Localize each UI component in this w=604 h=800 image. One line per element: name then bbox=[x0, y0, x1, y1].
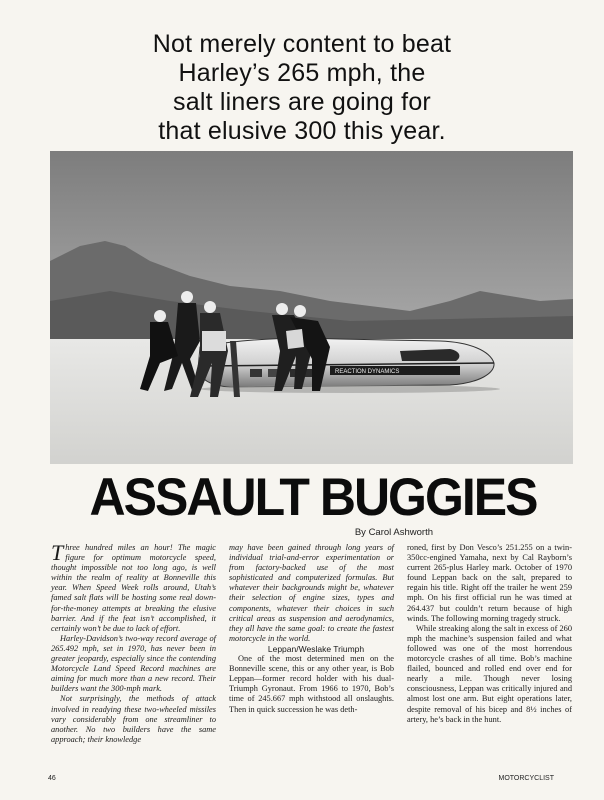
column-3 bbox=[407, 543, 572, 725]
streamliner-decal: REACTION DYNAMICS bbox=[335, 369, 400, 375]
photo-illustration bbox=[50, 151, 573, 464]
column-1 bbox=[51, 540, 216, 745]
photo-streamliner bbox=[50, 151, 573, 464]
magazine-name: MOTORCYCLIST bbox=[498, 775, 554, 782]
byline: By Carol Ashworth bbox=[354, 527, 433, 538]
article-title: ASSAULT BUGGIES bbox=[89, 467, 537, 527]
streamliner bbox=[198, 338, 500, 393]
column-2 bbox=[229, 543, 394, 715]
paragraph: Harley-Davidson’s two-way record average of 265.492 mph, set in 1970, has never been in greater jeopardy, especially since the contending Motorcycle Land Speed Record machines are aiming for much more than a new record. Their builders want the 300-mph mark. bbox=[51, 633, 216, 694]
headline-line: salt liners are going for bbox=[173, 88, 431, 116]
paragraph: While streaking along the salt in excess of 260 mph the machine’s suspension failed and what followed was one of the most horrendous motorcycle crashes of all time. Bob’s machine flailed, bounced and rolled end over end for nearly a mile. Though never losing consciousness, Leppan was critically injured and almost lost one arm. But eight operations later, despite removal of his bicep and 8½ inches of artery, he’s back in the hunt. bbox=[407, 623, 572, 724]
paragraph-text: hree hundred miles an hour! The magic figure for optimum motorcycle speed, thought impossible not too long ago, is well within the realm of reality at Bonneville this year. When Speed Week rolls around, Utah’s famed salt flats will be hosting some real down-for-the-money attempts at breaking the elusive barrier. And if the feat isn’t accomplished, it certainly won’t be due to lack of effort. bbox=[51, 543, 216, 633]
paragraph: may have been gained through long years of individual trial-and-error experimentation or from factory-backed use of the most sophisticated and computerized formulas. But whatever their backgrounds might be, whatever their selection of engine sizes, types and components, whatever their choices in such critical areas as suspension and aerodynamics, they all have the same goal: to create the fastest motorcycle in the world. bbox=[229, 543, 394, 643]
paragraph: roned, first by Don Vesco’s 251.255 on a twin-350cc-engined Yamaha, next by Cal Rayborn’s current 265-plus Harley mark. October of 1970 found Leppan back on the salt, prepared to regain his title. Right off the trailer he went 259 mph. On his first official run he was timed at 264.437 but couldn’t return because of high winds. The following morning tragedy struck. bbox=[407, 543, 572, 623]
subhead: Leppan/Weslake Triumph bbox=[267, 643, 365, 654]
headline-line: Harley’s 265 mph, the bbox=[178, 59, 426, 87]
paragraph: Not surprisingly, the methods of attack involved in readying these two-wheeled missiles vary considerably from one streamliner to another. No two builders have the same approach; their knowledge bbox=[51, 694, 216, 744]
page-number: 46 bbox=[48, 775, 56, 782]
headline bbox=[0, 30, 604, 146]
drop-cap: T bbox=[51, 540, 64, 565]
paragraph: One of the most determined men on the Bonneville scene, this or any other year, is Bob Leppan—former record holder with his dual-Triumph Gyronaut. From 1966 to 1970, Bob’s time of 245.667 mph withstood all onslaughts. Then in quick succession he was deth- bbox=[229, 654, 394, 714]
headline-line: Not merely content to beat bbox=[152, 30, 452, 58]
headline-line: that elusive 300 this year. bbox=[158, 117, 446, 145]
paragraph bbox=[51, 540, 216, 634]
